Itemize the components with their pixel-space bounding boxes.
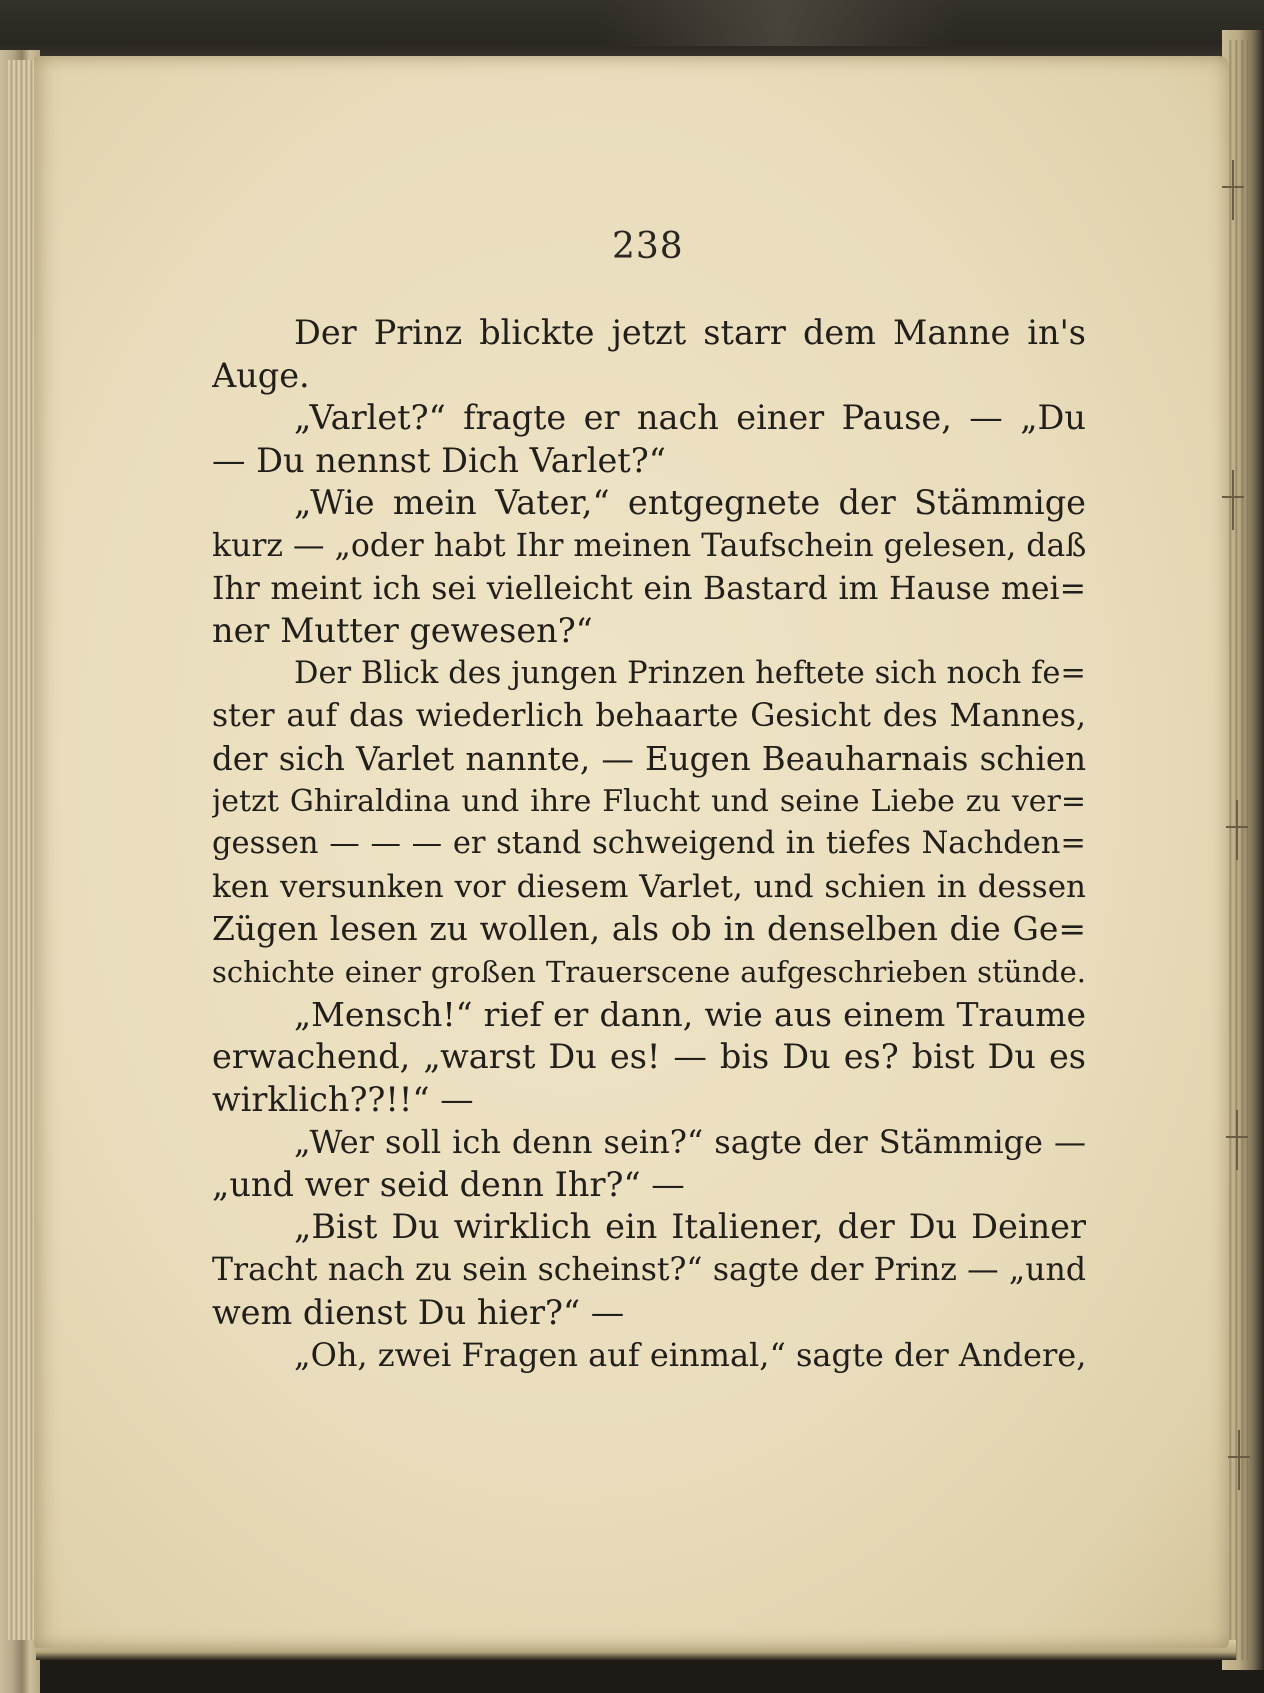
text-line: schichte einer großen Trauerscene aufgeschrieben stünde.: [212, 954, 1086, 989]
text-line: „Wie mein Vater,“ entgegnete der Stämmige: [294, 483, 1086, 523]
text-line: gessen — — — er stand schweigend in tiefes Nachden=: [212, 826, 1086, 862]
binding-thread-mark: [1226, 1110, 1248, 1170]
text-line: „Wer soll ich denn sein?“ sagte der Stämmige —: [294, 1123, 1086, 1162]
text-line: wem dienst Du hier?“ —: [212, 1292, 625, 1332]
text-line: Ihr meint ich sei vielleicht ein Bastard im Hause mei=: [212, 570, 1086, 607]
text-line: „und wer seid denn Ihr?“ —: [212, 1164, 685, 1204]
text-line: kurz — „oder habt Ihr meinen Taufschein gelesen, daß: [212, 527, 1086, 564]
text-line: „Varlet?“ fragte er nach einer Pause, — „Du: [294, 398, 1086, 438]
page-number: 238: [612, 226, 684, 267]
text-line: ner Mutter gewesen?“: [212, 611, 593, 651]
text-line: „Bist Du wirklich ein Italiener, der Du Deiner: [294, 1207, 1086, 1247]
binding-thread-mark: [1226, 800, 1248, 860]
page-body-text: [212, 312, 1086, 1377]
binding-thread-mark: [1222, 160, 1244, 220]
text-line: Zügen lesen zu wollen, als ob in denselben die Ge=: [212, 909, 1086, 949]
text-line: erwachend, „warst Du es! — bis Du es? bist Du es: [212, 1037, 1086, 1077]
text-line: „Mensch!“ rief er dann, wie aus einem Traume: [294, 994, 1086, 1034]
binding-thread-mark: [1222, 470, 1244, 530]
binding-thread-mark: [1228, 1430, 1250, 1490]
text-line: ster auf das wiederlich behaarte Gesicht des Mannes,: [212, 698, 1086, 735]
text-line: der sich Varlet nannte, — Eugen Beauharnais schien: [212, 739, 1086, 778]
text-line: wirklich??!!“ —: [212, 1079, 474, 1119]
text-line: — Du nennst Dich Varlet?“: [212, 440, 666, 480]
text-line: jetzt Ghiraldina und ihre Flucht und seine Liebe zu ver=: [212, 783, 1086, 819]
text-line: Der Prinz blickte jetzt starr dem Manne in's: [294, 313, 1086, 352]
text-line: Der Blick des jungen Prinzen heftete sich noch fe=: [294, 655, 1086, 691]
text-line: „Oh, zwei Fragen auf einmal,“ sagte der Andere,: [294, 1336, 1086, 1375]
text-line: Auge.: [212, 355, 310, 395]
cover-highlight: [600, 0, 960, 46]
text-line: Tracht nach zu sein scheinst?“ sagte der Prinz — „und: [212, 1252, 1086, 1289]
text-line: ken versunken vor diesem Varlet, und schien in dessen: [212, 868, 1086, 905]
